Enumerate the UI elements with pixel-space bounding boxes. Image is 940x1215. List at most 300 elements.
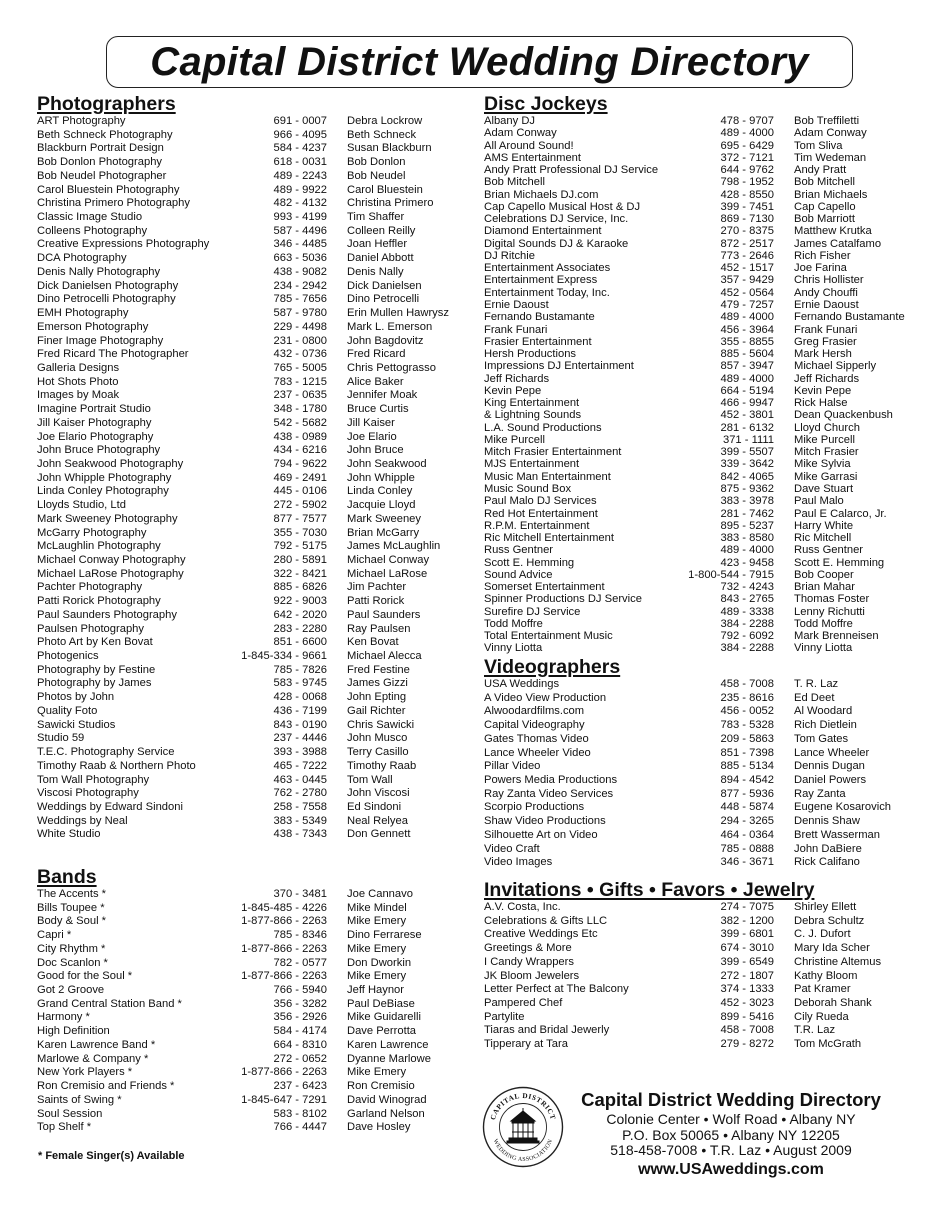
business-name: Ron Cremisio and Friends * — [37, 1080, 175, 1093]
business-name: Gates Thomas Video — [484, 732, 589, 745]
business-name: Creative Weddings Etc — [484, 928, 598, 941]
business-name: Capri * — [37, 929, 72, 942]
business-name: Karen Lawrence Band * — [37, 1038, 156, 1051]
phone-number: 732 - 4243 — [720, 581, 774, 594]
business-name: Lance Wheeler Video — [484, 746, 591, 759]
contact-name: Joe Cannavo — [347, 888, 413, 900]
contact-name: Jacquie Lloyd — [347, 499, 416, 512]
business-name: Michael LaRose Photography — [37, 567, 184, 580]
business-name: Vinny Liotta — [484, 642, 543, 655]
phone-number: 618 - 0031 — [273, 156, 327, 169]
footer-address-line-1: Colonie Center • Wolf Road • Albany NY — [606, 1111, 856, 1127]
section-heading: Videographers — [484, 656, 621, 678]
contact-name: Bob Mitchell — [794, 176, 855, 189]
listing-row — [37, 902, 457, 916]
contact-name: David Winograd — [347, 1093, 427, 1106]
contact-name: Tim Wedeman — [794, 151, 867, 164]
contact-name: Mike Emery — [347, 915, 407, 928]
listing-row — [484, 262, 924, 274]
contact-name: Vinny Liotta — [794, 642, 853, 655]
contact-name: Joan Heffler — [347, 238, 408, 251]
listing-row — [484, 956, 924, 970]
business-name: Photogenics — [37, 650, 99, 663]
business-name: Photography by Festine — [37, 663, 156, 676]
phone-number: 1-845-334 - 9661 — [241, 650, 327, 663]
business-name: Tiaras and Bridal Jewerly — [484, 1024, 610, 1037]
contact-name: Michael Alecca — [347, 650, 422, 663]
business-name: Fred Ricard The Photographer — [37, 348, 189, 361]
listing-row — [37, 1053, 457, 1067]
contact-name: Linda Conley — [347, 485, 413, 498]
business-name: Photo Art by Ken Bovat — [37, 636, 153, 649]
contact-name: Ray Zanta — [794, 787, 846, 800]
contact-name: John Musco — [347, 732, 408, 745]
listing-row — [484, 287, 924, 299]
contact-name: John Bagdovitz — [347, 334, 424, 347]
contact-name: Patti Rorick — [347, 595, 405, 608]
listing-row — [37, 321, 457, 335]
phone-number: 1-845-485 - 4226 — [241, 901, 327, 914]
business-name: White Studio — [37, 828, 101, 841]
business-name: Cap Capello Musical Host & DJ — [484, 200, 641, 213]
contact-name: Lance Wheeler — [794, 746, 870, 759]
contact-name: Pat Kramer — [794, 983, 851, 996]
business-name: City Rhythm * — [37, 942, 106, 955]
phone-number: 479 - 7257 — [720, 298, 774, 311]
listing-row — [484, 471, 924, 483]
business-name: King Entertainment — [484, 397, 580, 410]
contact-name: Paul Malo — [794, 495, 844, 508]
phone-number: 489 - 9922 — [273, 183, 327, 196]
business-name: & Lightning Sounds — [484, 409, 582, 422]
phone-number: 691 - 0007 — [273, 115, 327, 127]
contact-name: Rich Fisher — [794, 249, 851, 262]
business-name: Pillar Video — [484, 760, 541, 773]
listing-row — [37, 650, 457, 664]
listing-row — [484, 557, 924, 569]
phone-number: 489 - 4000 — [720, 311, 774, 324]
business-name: T.E.C. Photography Service — [37, 746, 175, 759]
listing-row — [37, 664, 457, 678]
contact-name: Ron Cremisio — [347, 1080, 415, 1093]
phone-number: 783 - 5328 — [720, 719, 774, 732]
business-name: Russ Gentner — [484, 544, 554, 557]
business-name: Frank Funari — [484, 323, 548, 336]
phone-number: 432 - 0736 — [273, 348, 327, 361]
listing-row — [484, 115, 924, 127]
contact-name: Daniel Powers — [794, 774, 867, 787]
business-name: Music Man Entertainment — [484, 470, 611, 483]
contact-name: Erin Mullen Hawrysz — [347, 307, 449, 320]
section-heading: Disc Jockeys — [484, 93, 608, 115]
phone-number: 399 - 7451 — [720, 200, 774, 213]
phone-number: 966 - 4095 — [273, 128, 327, 141]
contact-name: Mike Emery — [347, 1066, 407, 1079]
contact-name: Russ Gentner — [794, 544, 864, 557]
business-name: Frasier Entertainment — [484, 335, 592, 348]
phone-number: 875 - 9362 — [720, 482, 774, 495]
contact-name: Chris Hollister — [794, 274, 864, 287]
phone-number: 869 - 7130 — [720, 213, 774, 226]
listing-row — [484, 801, 924, 815]
contact-name: Mike Garrasi — [794, 470, 858, 483]
listing-row — [484, 678, 924, 692]
footer-title: Capital District Wedding Directory — [581, 1089, 881, 1110]
business-name: John Whipple Photography — [37, 471, 172, 484]
footer-website: www.USAweddings.com — [638, 1160, 824, 1178]
listing-row — [484, 829, 924, 843]
listing-row — [37, 636, 457, 650]
phone-number: 478 - 9707 — [720, 115, 774, 127]
business-name: Photos by John — [37, 691, 115, 704]
listing-row — [37, 691, 457, 705]
contact-name: Don Dworkin — [347, 956, 412, 969]
listing-row — [37, 485, 457, 499]
bands-section — [37, 866, 457, 1135]
phone-number: 356 - 3282 — [273, 997, 327, 1010]
listing-row — [484, 324, 924, 336]
contact-name: Tom Sliva — [794, 139, 843, 152]
phone-number: 283 - 2280 — [273, 622, 327, 635]
listing-row — [484, 189, 924, 201]
contact-name: Denis Nally — [347, 265, 404, 278]
business-name: Sound Advice — [484, 568, 553, 581]
phone-number: 370 - 3481 — [273, 888, 327, 900]
phone-number: 384 - 2288 — [720, 642, 774, 655]
phone-number: 448 - 5874 — [720, 801, 774, 814]
phone-number: 993 - 4199 — [273, 211, 327, 224]
contact-name: Michael Sipperly — [794, 360, 877, 373]
business-name: Jill Kaiser Photography — [37, 416, 152, 429]
business-name: Marlowe & Company * — [37, 1052, 149, 1065]
invitations-section — [484, 879, 924, 1052]
phone-number: 489 - 4000 — [720, 127, 774, 140]
contact-name: Dino Petrocelli — [347, 293, 420, 306]
contact-name: Christina Primero — [347, 197, 434, 210]
phone-number: 279 - 8272 — [720, 1038, 774, 1051]
phone-number: 438 - 9082 — [273, 265, 327, 278]
videographers-section — [484, 656, 924, 870]
listing-row — [484, 544, 924, 556]
phone-number: 355 - 8855 — [720, 335, 774, 348]
business-name: Greetings & More — [484, 942, 572, 955]
business-name: Images by Moak — [37, 389, 120, 402]
business-name: Andy Pratt Professional DJ Service — [484, 164, 659, 177]
business-name: Grand Central Station Band * — [37, 997, 182, 1010]
listing-row — [37, 389, 457, 403]
phone-number: 272 - 0652 — [273, 1052, 327, 1065]
business-name: Classic Image Studio — [37, 211, 143, 224]
business-name: McLaughlin Photography — [37, 540, 161, 553]
listing-row — [37, 458, 457, 472]
contact-name: Mark Brenneisen — [794, 630, 879, 643]
phone-number: 356 - 2926 — [273, 1011, 327, 1024]
business-name: Good for the Soul * — [37, 970, 133, 983]
phone-number: 438 - 7343 — [273, 828, 327, 841]
listing-row — [484, 856, 924, 870]
phone-number: 587 - 9780 — [273, 307, 327, 320]
listing-row — [37, 929, 457, 943]
listing-row — [484, 274, 924, 286]
contact-name: Terry Casillo — [347, 746, 409, 759]
listing-row — [37, 142, 457, 156]
listing-row — [37, 732, 457, 746]
contact-name: Kevin Pepe — [794, 384, 852, 397]
contact-name: Jeff Haynor — [347, 984, 405, 997]
listing-row — [484, 642, 924, 654]
contact-name: Jim Pachter — [347, 581, 407, 594]
contact-name: Tom Wall — [347, 773, 393, 786]
business-name: Doc Scanlon * — [37, 956, 108, 969]
contact-name: Deborah Shank — [794, 997, 872, 1010]
listing-row — [484, 1024, 924, 1038]
contact-name: John Viscosi — [347, 787, 410, 800]
phone-number: 270 - 8375 — [720, 225, 774, 238]
listing-row — [37, 225, 457, 239]
business-name: Digital Sounds DJ & Karaoke — [484, 237, 629, 250]
listing-row — [484, 630, 924, 642]
phone-number: 399 - 6801 — [720, 928, 774, 941]
business-name: Blackburn Portrait Design — [37, 142, 164, 155]
phone-number: 674 - 3010 — [720, 942, 774, 955]
listing-row — [37, 719, 457, 733]
business-name: EMH Photography — [37, 307, 129, 320]
contact-name: Dave Stuart — [794, 482, 854, 495]
business-name: Tipperary at Tara — [484, 1038, 568, 1051]
footer-contact-line: 518-458-7008 • T.R. Laz • August 2009 — [610, 1142, 852, 1158]
business-name: Ernie Daoust — [484, 298, 549, 311]
listing-row — [484, 733, 924, 747]
business-name: ART Photography — [37, 115, 126, 127]
listing-row — [37, 677, 457, 691]
listing-row — [37, 513, 457, 527]
listing-row — [37, 609, 457, 623]
listing-row — [37, 888, 457, 902]
section-heading: Photographers — [37, 93, 176, 115]
phone-number: 877 - 7577 — [273, 512, 327, 525]
phone-number: 885 - 5134 — [720, 760, 774, 773]
business-name: Scorpio Productions — [484, 801, 585, 814]
listing-row — [37, 348, 457, 362]
business-name: USA Weddings — [484, 678, 560, 690]
phone-number: 274 - 7075 — [720, 901, 774, 913]
business-name: The Accents * — [37, 888, 107, 900]
phone-number: 452 - 3801 — [720, 409, 774, 422]
phone-number: 355 - 7030 — [273, 526, 327, 539]
business-name: Hersh Productions — [484, 348, 577, 361]
phone-number: 489 - 3338 — [720, 605, 774, 618]
business-name: Somerset Entertainment — [484, 581, 605, 594]
business-name: Red Hot Entertainment — [484, 507, 598, 520]
listing-row — [484, 446, 924, 458]
contact-name: Don Gennett — [347, 828, 411, 841]
contact-name: Tom McGrath — [794, 1038, 862, 1051]
phone-number: 782 - 0577 — [273, 956, 327, 969]
contact-name: John Seakwood — [347, 457, 427, 470]
listing-row — [37, 623, 457, 637]
contact-name: Ed Sindoni — [347, 800, 402, 813]
business-name: Video Craft — [484, 842, 540, 855]
contact-name: Thomas Foster — [794, 593, 870, 606]
listing-row — [484, 164, 924, 176]
phone-number: 489 - 4000 — [720, 372, 774, 385]
listing-row — [37, 129, 457, 143]
contact-name: Susan Blackburn — [347, 142, 432, 155]
contact-name: Debra Schultz — [794, 914, 865, 927]
contact-name: John DaBiere — [794, 842, 862, 855]
business-name: Video Images — [484, 856, 553, 869]
listing-row — [484, 458, 924, 470]
phone-number: 237 - 6423 — [273, 1080, 327, 1093]
phone-number: 456 - 0052 — [720, 705, 774, 718]
phone-number: 899 - 5416 — [720, 1010, 774, 1023]
contact-name: Dyanne Marlowe — [347, 1052, 431, 1065]
listing-row — [484, 747, 924, 761]
listing-row — [484, 434, 924, 446]
phone-number: 383 - 8580 — [720, 532, 774, 545]
business-name: Sawicki Studios — [37, 718, 116, 731]
contact-name: Dean Quackenbush — [794, 409, 893, 422]
listing-row — [37, 252, 457, 266]
business-name: Dick Danielsen Photography — [37, 279, 179, 292]
contact-name: Paul DeBiase — [347, 997, 415, 1010]
contact-name: Al Woodard — [794, 705, 853, 718]
listing-row — [484, 1011, 924, 1025]
phone-number: 237 - 0635 — [273, 389, 327, 402]
business-name: AMS Entertainment — [484, 151, 582, 164]
photographers-list — [37, 115, 457, 842]
listing-row — [37, 156, 457, 170]
business-name: John Seakwood Photography — [37, 457, 184, 470]
business-name: Shaw Video Productions — [484, 815, 606, 828]
contact-name: Bob Cooper — [794, 568, 854, 581]
phone-number: 357 - 9429 — [720, 274, 774, 287]
listing-row — [37, 170, 457, 184]
contact-name: Fred Festine — [347, 663, 410, 676]
business-name: Weddings by Neal — [37, 814, 128, 827]
business-name: New York Players * — [37, 1066, 133, 1079]
phone-number: 294 - 3265 — [720, 815, 774, 828]
directory-title-box — [106, 36, 853, 88]
contact-name: Beth Schneck — [347, 128, 417, 141]
phone-number: 464 - 0364 — [720, 828, 774, 841]
contact-name: Lenny Richutti — [794, 605, 865, 618]
phone-number: 587 - 4496 — [273, 224, 327, 237]
business-name: Capital Videography — [484, 719, 585, 732]
listing-row — [37, 335, 457, 349]
business-name: Bob Donlon Photography — [37, 156, 163, 169]
listing-row — [484, 422, 924, 434]
business-name: Top Shelf * — [37, 1121, 92, 1134]
contact-name: Eugene Kosarovich — [794, 801, 892, 814]
phone-number: 842 - 4065 — [720, 470, 774, 483]
listing-row — [484, 970, 924, 984]
listing-row — [37, 266, 457, 280]
listing-row — [37, 307, 457, 321]
phone-number: 1-845-647 - 7291 — [241, 1093, 327, 1106]
contact-name: Mitch Frasier — [794, 446, 859, 459]
listing-row — [37, 1121, 457, 1135]
listing-row — [37, 915, 457, 929]
business-name: Total Entertainment Music — [484, 630, 613, 643]
videographers-list — [484, 678, 924, 870]
phone-number: 458 - 7008 — [720, 1024, 774, 1037]
contact-name: Dave Hosley — [347, 1121, 411, 1134]
listing-row — [37, 376, 457, 390]
listing-row — [37, 828, 457, 842]
business-name: Soul Session — [37, 1107, 103, 1120]
business-name: L.A. Sound Productions — [484, 421, 602, 434]
business-name: Quality Foto — [37, 704, 98, 717]
phone-number: 1-877-866 - 2263 — [241, 942, 327, 955]
phone-number: 428 - 0068 — [273, 691, 327, 704]
business-name: McGarry Photography — [37, 526, 147, 539]
listing-row — [37, 705, 457, 719]
listing-row — [484, 213, 924, 225]
phone-number: 872 - 2517 — [720, 237, 774, 250]
listing-row — [484, 409, 924, 421]
phone-number: 663 - 5036 — [273, 252, 327, 265]
phone-number: 642 - 2020 — [273, 608, 327, 621]
listing-row — [37, 1011, 457, 1025]
phone-number: 399 - 5507 — [720, 446, 774, 459]
phone-number: 857 - 3947 — [720, 360, 774, 373]
phone-number: 482 - 4132 — [273, 197, 327, 210]
contact-name: Harry White — [794, 519, 854, 532]
business-name: Kevin Pepe — [484, 384, 542, 397]
listing-row — [484, 569, 924, 581]
phone-number: 885 - 5604 — [720, 348, 774, 361]
phone-number: 785 - 8346 — [273, 929, 327, 942]
phone-number: 339 - 3642 — [720, 458, 774, 471]
listing-row — [37, 444, 457, 458]
phone-number: 393 - 3988 — [273, 746, 327, 759]
business-name: Paul Malo DJ Services — [484, 495, 597, 508]
contact-name: Chris Pettograsso — [347, 361, 436, 374]
listing-row — [37, 568, 457, 582]
contact-name: Carol Bluestein — [347, 183, 423, 196]
business-name: Entertainment Today, Inc. — [484, 286, 610, 299]
business-name: Got 2 Groove — [37, 984, 105, 997]
contact-name: Fred Ricard — [347, 348, 406, 361]
listing-row — [484, 593, 924, 605]
phone-number: 445 - 0106 — [273, 485, 327, 498]
phone-number: 664 - 5194 — [720, 384, 774, 397]
listing-row — [37, 431, 457, 445]
bands-list — [37, 888, 457, 1135]
business-name: Paul Saunders Photography — [37, 608, 177, 621]
phone-number: 792 - 6092 — [720, 630, 774, 643]
listing-row — [484, 942, 924, 956]
contact-name: Karen Lawrence — [347, 1038, 429, 1051]
listing-row — [37, 970, 457, 984]
phone-number: 374 - 1333 — [720, 983, 774, 996]
footer-address-line-2: P.O. Box 50065 • Albany NY 12205 — [622, 1126, 840, 1143]
phone-number: 843 - 0190 — [273, 718, 327, 731]
listing-row — [484, 815, 924, 829]
phone-number: 452 - 1517 — [720, 262, 774, 275]
business-name: Timothy Raab & Northern Photo — [37, 759, 196, 772]
phone-number: 423 - 9458 — [720, 556, 774, 569]
listing-row — [484, 618, 924, 630]
phone-number: 382 - 1200 — [720, 914, 774, 927]
phone-number: 794 - 9622 — [273, 457, 327, 470]
contact-name: John Bruce — [347, 444, 404, 457]
phone-number: 785 - 7656 — [273, 293, 327, 306]
business-name: Pampered Chef — [484, 997, 563, 1010]
phone-number: 851 - 6600 — [273, 636, 327, 649]
business-name: Patti Rorick Photography — [37, 595, 161, 608]
